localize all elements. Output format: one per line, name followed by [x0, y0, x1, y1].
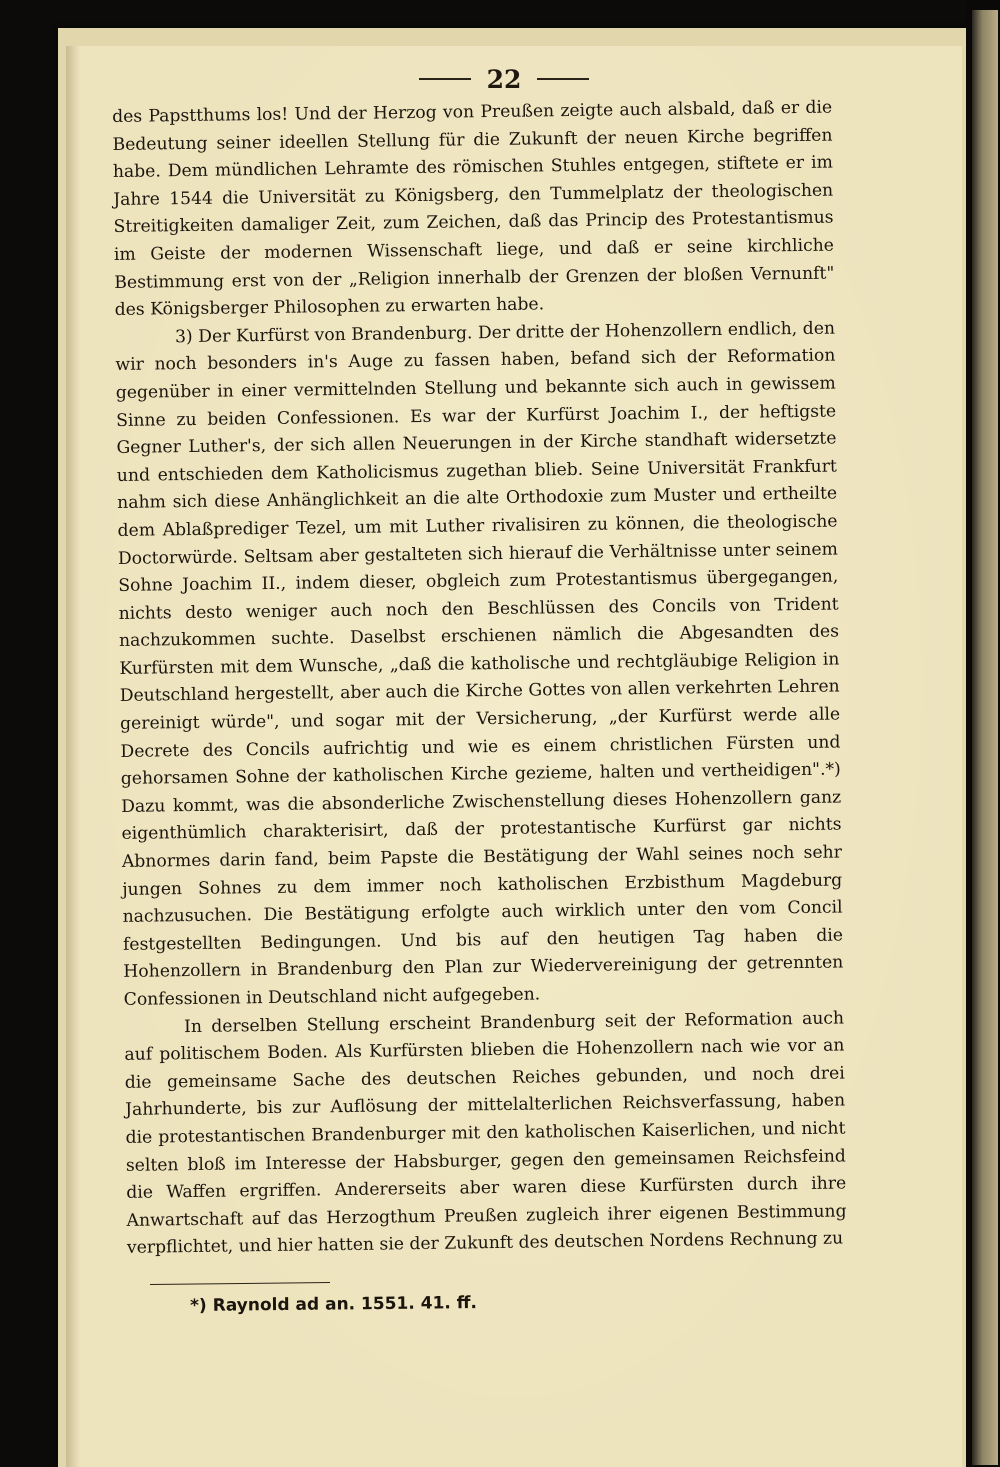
paragraph-1: des Papstthums los! Und der Herzog von Preußen zeigte auch alsbald, daß er die Bedeutung seiner ideellen Stellung für die Zukunft der neuen Kirche begriffen habe. Dem mündlichen Lehramte des römischen Stuhles entgegen, stiftete er im Jahre 1544 die Universität zu Königsberg, den Tummelplatz der theologischen Streitigkeiten damaliger Zeit, zum Zeichen, daß das Princip des Protestantismus im Geiste der modernen Wissenschaft liege, und daß er seine kirchliche Bestimmung erst von der „Religion innerhalb der Grenzen der bloßen Vernunft" des Königsberger Philosophen zu erwarten habe.	[112, 97, 835, 321]
paragraph-2: 3) Der Kurfürst von Brandenburg. Der dritte der Hohenzollern endlich, den wir noch besonders in's Auge zu fassen haben, befand sich der Reformation gegenüber in einer vermittelnden Stellung und bekannte sich auch in gewissem Sinne zu beiden Confessionen. Es war der Kurfürst Joachim I., der heftigste Gegner Luther's, der sich allen Neuerungen in der Kirche standhaft widersetzte und entschieden dem Katholicismus zugethan blieb. Seine Universität Frankfurt nahm sich diese Anhänglichkeit an die alte Orthodoxie zum Muster und ertheilte dem Ablaßprediger Tezel, um mit Luther rivalisiren zu können, die theologische Doctorwürde. Seltsam aber gestalteten sich hierauf die Verhältnisse unter seinem Sohne Joachim II., indem dieser, obgleich zum Protestantismus übergegangen, nichts desto weniger auch noch den Beschlüssen des Concils von Trident nachzukommen suchte. Daselbst erschienen nämlich die Abgesandten des Kurfürsten mit dem Wunsche, „daß die katholische und rechtgläubige Religion in Deutschland hergestellt, aber auch die Kirche Gottes von allen verkehrten Lehren gereinigt würde", und sogar mit der Versicherung, „der Kurfürst werde alle Decrete des Concils aufrichtig und wie es einem christlichen Fürsten und gehorsamen Sohne der katholischen Kirche gezieme, halten und vertheidigen".*) Dazu kommt, was die absonderliche Zwischenstellung dieses Hohenzollern ganz eigenthümlich charakterisirt, daß der protestantische Kurfürst gar nichts Abnormes darin fand, beim Papste die Bestätigung der Wahl seines noch sehr jungen Sohnes zu dem immer noch katholischen Erzbisthum Magdeburg nachzusuchen. Die Bestätigung erfolgte auch wirklich unter den vom Concil festgestellten Bedingungen. Und bis auf den heutigen Tag haben die Hohenzollern in Brandenburg den Plan zur Wiedervereinigung der getrennten Confessionen in Deutschland nicht aufgegeben.	[115, 318, 844, 1010]
header-rule-right	[537, 78, 589, 80]
paragraph-3: In derselben Stellung erscheint Brandenburg seit der Reformation auch auf politischem Boden. Als Kurfürsten blieben die Hohenzollern nach wie vor an die gemeinsame Sache des deutschen Reiches gebunden, und noch drei Jahrhunderte, bis zur Auflösung der mittelalterlichen Reichsverfassung, haben die protestantischen Brandenburger mit den katholischen Kaiserlichen, und nicht selten bloß im Interesse der Habsburger, gegen den gemeinsamen Reichsfeind die Waffen ergriffen. Andererseits aber waren diese Kurfürsten durch ihre Anwartschaft auf das Herzogthum Preußen zugleich ihrer eigenen Bestimmung verpflichtet, und hier hatten sie der Zukunft des deutschen Nordens Rechnung zu	[124, 1008, 847, 1259]
body-text	[112, 95, 847, 1263]
page-edge-strip	[972, 10, 998, 1465]
gutter-shadow	[66, 46, 80, 1467]
page-number: 22	[486, 64, 522, 94]
page-header	[374, 62, 634, 96]
header-rule-left	[419, 78, 471, 80]
book-edge	[966, 0, 1000, 1467]
footnote: *) Raynold ad an. 1551. 41. ff.	[190, 1292, 478, 1316]
